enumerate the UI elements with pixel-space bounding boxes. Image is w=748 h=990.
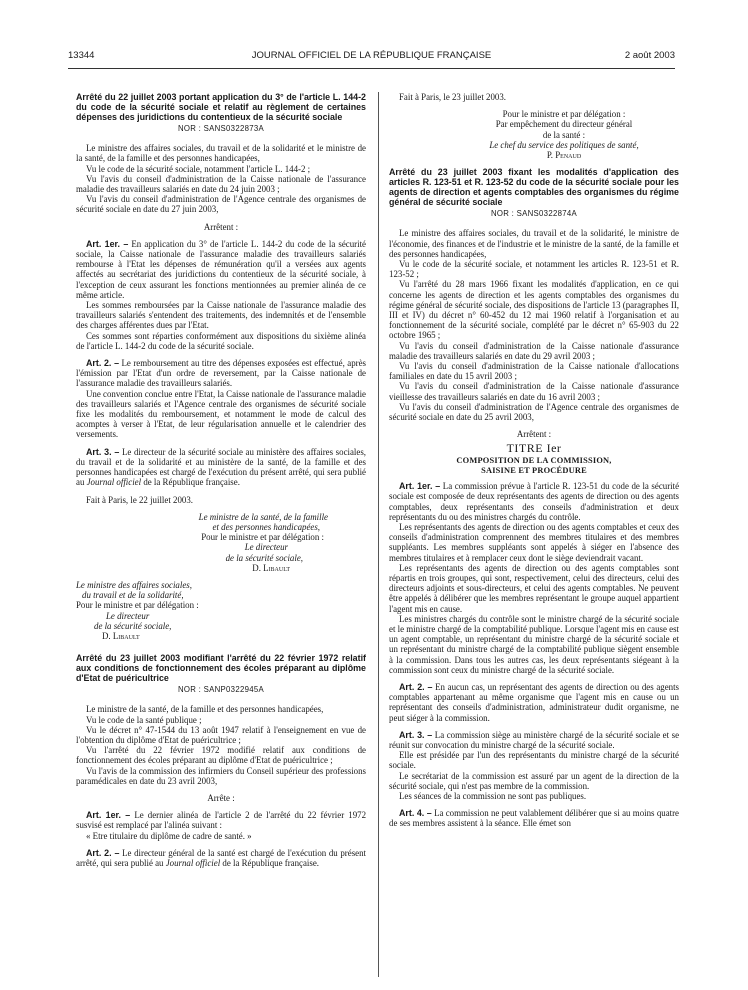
decree-section-1 <box>76 92 366 641</box>
preamble-paragraph: Le ministre des affaires sociales, du travail et de la solidarité, le ministre de l'économie, des finances et de l'industrie et le ministre de la santé, de la famille et des personnes handicapées, <box>389 228 679 259</box>
article-label: Art. 1er. – <box>399 481 441 492</box>
arretent-heading: Arrêtent : <box>203 221 239 232</box>
delegation-line: Par empêchement du directeur général <box>495 119 633 130</box>
header-rule <box>68 68 675 69</box>
article-paragraph: Les sommes remboursées par la Caisse nationale de l'assurance maladie des travailleurs salariés s'entendent des traitements, des indemnités et de l'ensemble des charges afférentes dues par l'Etat. <box>76 300 366 331</box>
article-paragraph: Le secrétariat de la commission est assuré par un agent de la direction de la sécurité sociale, qui n'est pas membre de la commission. <box>389 770 679 791</box>
visa-paragraph: Vu l'avis du conseil d'administration de la Caisse nationale d'allocations familiales en date du 15 avril 2003 ; <box>389 361 679 382</box>
visa-paragraph: Vu l'avis du conseil d'administration de la Caisse nationale d'assurance maladie des travailleurs salariés en date du 29 avril 2003 ; <box>389 340 679 361</box>
article-label: Art. 1er. – <box>86 238 129 249</box>
fait-a-paris: Fait à Paris, le 23 juillet 2003. <box>399 92 506 102</box>
titre-subheading-line: COMPOSITION DE LA COMMISSION, <box>456 455 612 465</box>
delegation-line: Pour le ministre et par délégation : <box>502 109 626 120</box>
visa-paragraph: Vu l'avis de la commission des infirmiers du Conseil supérieur des professions paramédicales en date du 23 avril 2003, <box>76 765 366 786</box>
nor-reference: NOR : SANS0322874A <box>490 209 577 219</box>
article-1 <box>76 239 366 300</box>
article-label: Art. 3. – <box>86 446 120 457</box>
titre-heading: TITRE Ier <box>506 441 562 456</box>
nor-reference: NOR : SANS0322873A <box>177 124 264 133</box>
decree-section-2-signature <box>389 92 679 160</box>
article-3 <box>76 447 366 488</box>
column-divider <box>378 92 379 977</box>
page-number: 13344 <box>68 50 95 61</box>
journal-title: JOURNAL OFFICIEL DE LA RÉPUBLIQUE FRANÇAISE <box>251 50 492 61</box>
article-label: Art. 2. – <box>86 358 120 369</box>
visa-paragraph: Vu l'avis du conseil d'administration de la Caisse nationale de l'assurance maladie des travailleurs salariés en date du 24 juin 2003 ; <box>76 173 366 195</box>
visa-paragraph: Vu l'avis du conseil d'administration de la Caisse nationale d'assurance vieillesse des travailleurs salariés en date du 16 avril 2003 ; <box>389 381 679 402</box>
visa-paragraph: Vu l'arrêté du 22 février 1972 modifié relatif aux conditions de fonctionnement des écoles préparant au diplôme d'Etat de puéricultrice ; <box>76 745 366 766</box>
article-paragraph: Les séances de la commission ne sont pas publiques. <box>399 790 587 801</box>
article-label: Art. 4. – <box>399 808 432 819</box>
arretent-heading: Arrêtent : <box>516 429 552 440</box>
delegation-line: de la santé : <box>542 129 586 140</box>
signatory-role: Le ministre des affaires sociales, <box>76 579 192 590</box>
page-header <box>68 50 675 64</box>
article-2 <box>389 682 679 723</box>
journal-officiel-ref: Journal officiel <box>86 477 142 488</box>
signatory-title: Le directeur <box>244 542 288 553</box>
preamble-paragraph: Le ministre des affaires sociales, du travail et de la solidarité et le ministre de la santé, de la famille et des personnes handicapées, <box>76 143 366 164</box>
signatory-role: du travail et de la solidarité, <box>82 590 184 601</box>
signature-block-1 <box>76 512 366 573</box>
article-paragraph: Les ministres chargés du contrôle sont le ministre chargé de la sécurité sociale et le ministre chargé de la comptabilité publique. Lorsque l'agent mis en cause est un agent comptable, un représentant du ministre chargé de la sécurité sociale et un représentant du ministre chargé de la comptabilité publique siègent ensemble à la commission. Dans tous les autres cas, les deux représentants siégeant à la commission sont ceux du ministre chargé de la sécurité sociale. <box>389 613 679 675</box>
article-text: Le directeur général de la santé est chargé de l'exécution du présent arrêté, qui sera publié au <box>76 847 366 868</box>
article-text: En application du 3° de l'article L. 144-2 du code de la sécurité sociale, la Caisse nationale de l'assurance maladie des travailleurs salariés rembourse à l'Etat les dépenses de rémunération qu'il a versées aux agents affectés au secrétariat des juridictions du contentieux de la sécurité sociale, à l'exception de ceux assurant les fonctions mentionnées au premier alinéa de ce même article. <box>76 238 366 300</box>
article-paragraph: Les représentants des agents de direction ou des agents comptables et ceux des conseils d'administration comprennent des membres titulaires et des membres suppléants. Les membres suppléants sont appelés à siéger en l'absence des membres titulaires et à remplacer ceux dont le siège deviendrait vacant. <box>389 521 679 563</box>
visa-paragraph: Vu l'avis du conseil d'administration de l'Agence centrale des organismes de sécurité sociale en date du 25 avril 2003, <box>389 401 679 423</box>
left-column <box>76 92 366 972</box>
preamble-paragraph: Le ministre de la santé, de la famille et des personnes handicapées, <box>86 704 324 715</box>
nor-reference: NOR : SANP0322945A <box>177 685 264 695</box>
article-1 <box>76 810 366 830</box>
visa-paragraph: Vu le décret n° 47-1544 du 13 août 1947 relatif à l'enseignement en vue de l'obtention du diplôme d'Etat de puéricultrice ; <box>76 724 366 745</box>
article-label: Art. 2. – <box>86 847 120 858</box>
signatory-role: Le ministre de la santé, de la famille <box>198 511 328 522</box>
article-3 <box>389 730 679 750</box>
signatory-name: D. Libault <box>102 630 140 641</box>
signatory-title: de la sécurité sociale, <box>94 620 172 631</box>
article-2 <box>76 358 366 389</box>
signatory-title: Le chef du service des politiques de santé, <box>489 139 639 150</box>
visa-paragraph: Vu le code de la santé publique ; <box>86 714 202 725</box>
visa-paragraph: Vu le code de la sécurité sociale, notamment l'article L. 144-2 ; <box>86 163 311 174</box>
article-text: de la République française. <box>222 857 320 868</box>
article-label: Art. 2. – <box>399 681 433 692</box>
titre-subheading <box>389 456 679 476</box>
issue-date: 2 août 2003 <box>624 50 675 61</box>
article-paragraph: Elle est présidée par l'un des représentants du ministre chargé de la sécurité sociale. <box>389 750 679 771</box>
right-column <box>389 92 679 972</box>
article-text: Le directeur de la sécurité sociale au ministère des affaires sociales, du travail et de la solidarité et au ministère de la santé, de la famille et des personnes handicapées est chargé de l'exécution du présent arrêté, qui sera publié au <box>76 446 366 488</box>
signatory-role: et des personnes handicapées, <box>212 521 320 532</box>
decree-title: Arrêté du 22 juillet 2003 portant application du 3° de l'article L. 144-2 du code de la sécurité sociale et relatif au règlement de certaines dépenses des juridictions du contentieux de la sécurité sociale <box>76 92 366 122</box>
arrete-heading: Arrête : <box>207 792 235 803</box>
visa-paragraph: Vu l'avis du conseil d'administration de l'Agence centrale des organismes de sécurité sociale en date du 27 juin 2003, <box>76 194 366 215</box>
delegation-line: Pour le ministre et par délégation : <box>201 532 324 543</box>
signatory-name: P. Penaud <box>546 150 582 161</box>
article-text: La commission siège au ministère chargé de la sécurité sociale et se réunit sur convocation du ministre chargé de la sécurité sociale. <box>389 729 679 750</box>
article-paragraph: Ces sommes sont réparties conformément aux dispositions du sixième alinéa de l'article L. 144-2 du code de la sécurité sociale. <box>76 330 366 351</box>
signatory-title: de la sécurité sociale, <box>225 552 303 563</box>
signatory-title: Le directeur <box>106 610 150 621</box>
decree-section-2 <box>76 653 366 868</box>
article-4 <box>389 808 679 828</box>
decree-title: Arrêté du 23 juillet 2003 fixant les modalités d'application des articles R. 123-51 et R. 123-52 du code de la sécurité sociale pour les agents de direction et agents comptables des organismes du régime général de sécurité sociale <box>389 167 679 208</box>
article-quote: « Etre titulaire du diplôme de cadre de santé. » <box>86 830 252 841</box>
article-text: de la République française. <box>143 477 240 488</box>
signature-block-2 <box>76 580 366 641</box>
delegation-line: Pour le ministre et par délégation : <box>76 600 199 611</box>
signatory-name: D. Libault <box>252 562 290 573</box>
fait-a-paris: Fait à Paris, le 22 juillet 2003. <box>86 494 193 505</box>
article-text: La commission prévue à l'article R. 123-51 du code de la sécurité sociale est composée de deux représentants des agents de direction ou des agents comptables, deux représentants des conseils d'administration et deux représentants du ou des ministres chargés du contrôle. <box>389 481 679 522</box>
article-text: Le remboursement au titre des dépenses exposées est effectué, après l'émission par l'Etat d'un ordre de reversement, par la Caisse nationale de l'assurance maladie des travailleurs salariés. <box>76 358 366 389</box>
visa-paragraph: Vu l'arrêté du 28 mars 1966 fixant les modalités d'application, en ce qui concerne les agents de direction et les agents comptables des organismes du régime général de sécurité sociale, des dispositions de l'article 13 (paragraphes II, III et IV) du décret n° 60-452 du 12 mai 1960 relatif à l'organisation et au fonctionnement de la sécurité sociale, complété par le décret n° 65-903 du 22 octobre 1965 ; <box>389 279 679 341</box>
article-label: Art. 3. – <box>399 729 433 740</box>
titre-subheading-line: SAISINE ET PROCÉDURE <box>481 465 587 475</box>
article-paragraph: Une convention conclue entre l'Etat, la Caisse nationale de l'assurance maladie des travailleurs salariés et l'Agence centrale des organismes de sécurité sociale fixe les modalités du remboursement, et notamment le mode de calcul des acomptes à verser à l'Etat, de leur régularisation annuelle et le calendrier des versements. <box>76 388 366 440</box>
article-1 <box>389 481 679 522</box>
article-label: Art. 1er. – <box>86 810 131 821</box>
journal-officiel-ref: Journal officiel <box>165 857 221 868</box>
article-paragraph: Les représentants des agents de direction ou des agents comptables sont répartis en trois groupes, qui sont, respectivement, celui des directeurs, celui des directeurs adjoints et sous-directeurs, et celui des agents comptables. Ne peuvent être appelés à délibérer que les membres représentant le groupe auquel appartient l'agent mis en cause. <box>389 562 679 614</box>
article-text: Le dernier alinéa de l'article 2 de l'arrêté du 22 février 1972 susvisé est remplacé par l'alinéa suivant : <box>76 810 366 831</box>
decree-title: Arrêté du 23 juillet 2003 modifiant l'arrêté du 22 février 1972 relatif aux conditions de fonctionnement des écoles préparant au diplôme d'Etat de puéricultrice <box>76 653 366 684</box>
article-text: En aucun cas, un représentant des agents de direction ou des agents comptables appartenant au même organisme que l'agent mis en cause ou un représentant des conseils d'administration, administrateur dudit organisme, ne peut siéger à la commission. <box>389 681 679 723</box>
decree-section-3 <box>389 167 679 828</box>
visa-paragraph: Vu le code de la sécurité sociale, et notamment les articles R. 123-51 et R. 123-52 ; <box>389 259 679 280</box>
article-2 <box>76 848 366 868</box>
article-text: La commission ne peut valablement délibérer que si au moins quatre de ses membres assistent à la séance. Elle émet son <box>389 808 679 829</box>
